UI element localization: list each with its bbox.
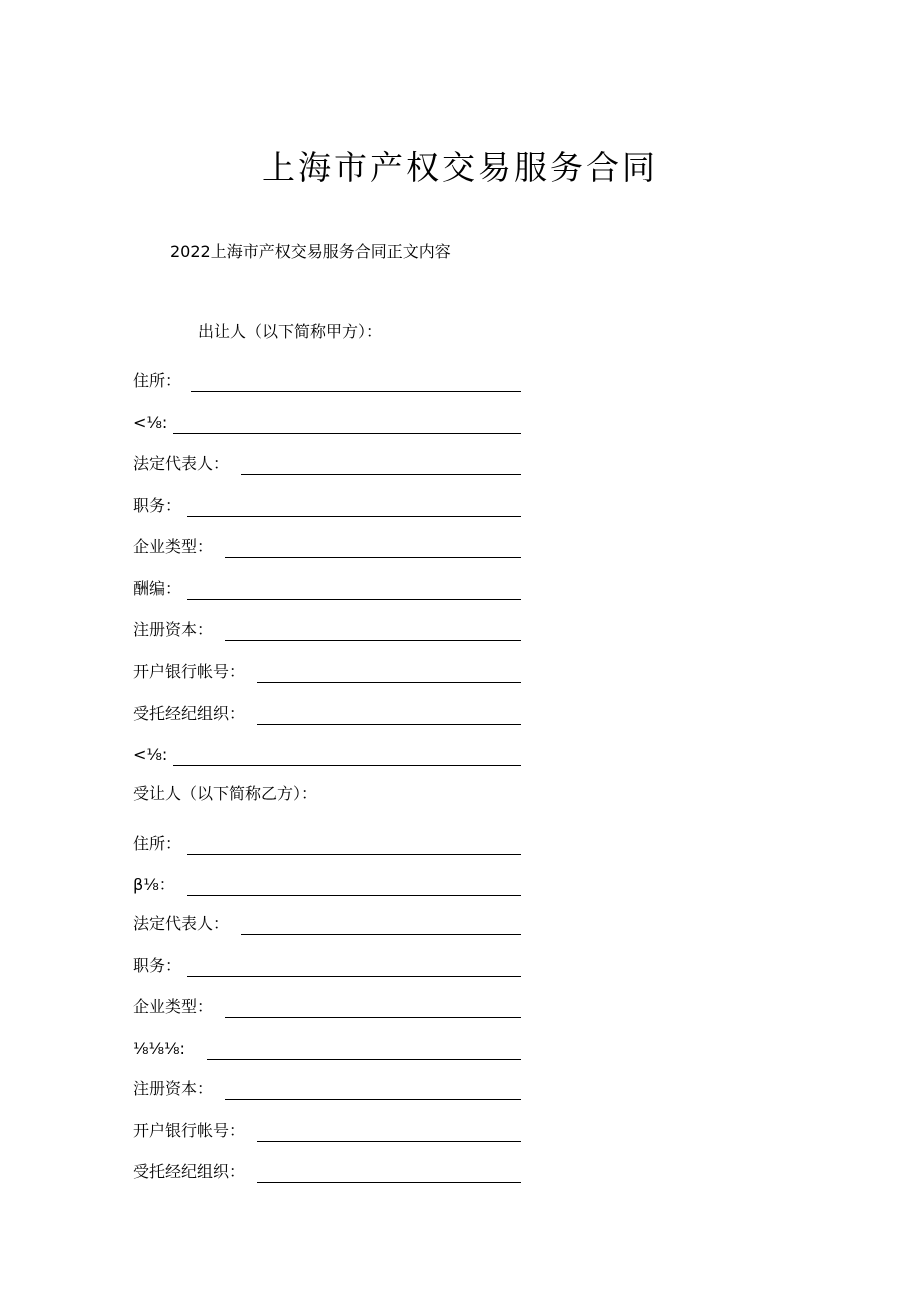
party-b-field-registered-capital xyxy=(133,1076,521,1102)
fill-in-line[interactable] xyxy=(187,895,521,896)
field-label: 受托经纪组织： xyxy=(133,1162,246,1181)
field-label: 注册资本： xyxy=(133,620,214,639)
party-a-field-company-type xyxy=(133,534,521,560)
party-a-field-position xyxy=(133,493,521,519)
field-label: <⅛: xyxy=(133,413,168,432)
field-label: 开户银行帐号： xyxy=(133,662,246,681)
fill-in-line[interactable] xyxy=(207,1059,521,1060)
field-label: ⅛⅛⅛: xyxy=(133,1039,185,1058)
party-a-field-postcode xyxy=(133,410,521,436)
fill-in-line[interactable] xyxy=(225,1099,521,1100)
fill-in-line[interactable] xyxy=(187,854,521,855)
field-label: 酬编： xyxy=(133,579,182,598)
party-a-heading: 出让人（以下简称甲方）： xyxy=(198,322,383,341)
document-subtitle: 2022上海市产权交易服务合同正文内容 xyxy=(170,242,451,261)
field-label: 法定代表人： xyxy=(133,914,230,933)
party-a-field-code xyxy=(133,576,521,602)
field-label: 受托经纪组织： xyxy=(133,704,246,723)
field-label: 企业类型： xyxy=(133,997,214,1016)
field-label: 住所： xyxy=(133,371,182,390)
party-b-field-code xyxy=(133,1036,521,1062)
fill-in-line[interactable] xyxy=(191,391,521,392)
fill-in-line[interactable] xyxy=(225,557,521,558)
fill-in-line[interactable] xyxy=(173,765,521,766)
field-label: <⅛: xyxy=(133,745,168,764)
fill-in-line[interactable] xyxy=(187,516,521,517)
fill-in-line[interactable] xyxy=(257,1182,521,1183)
field-label: 法定代表人： xyxy=(133,454,230,473)
fill-in-line[interactable] xyxy=(257,682,521,683)
document-title: 上海市产权交易服务合同 xyxy=(262,148,658,187)
party-b-field-legal-rep xyxy=(133,911,521,937)
fill-in-line[interactable] xyxy=(241,474,521,475)
party-b-field-bank-account xyxy=(133,1118,521,1144)
field-label: 职务： xyxy=(133,496,182,515)
field-label: 注册资本： xyxy=(133,1079,214,1098)
party-b-field-company-type xyxy=(133,994,521,1020)
fill-in-line[interactable] xyxy=(241,934,521,935)
party-a-field-address xyxy=(133,368,521,394)
field-label: 开户银行帐号： xyxy=(133,1121,246,1140)
field-label: 企业类型： xyxy=(133,537,214,556)
fill-in-line[interactable] xyxy=(257,1141,521,1142)
party-b-field-position xyxy=(133,953,521,979)
field-label: 住所： xyxy=(133,834,182,853)
party-a-field-legal-rep xyxy=(133,451,521,477)
party-b-heading: 受让人（以下简称乙方）： xyxy=(133,784,318,803)
fill-in-line[interactable] xyxy=(225,640,521,641)
fill-in-line[interactable] xyxy=(225,1017,521,1018)
field-label: 职务： xyxy=(133,956,182,975)
fill-in-line[interactable] xyxy=(187,976,521,977)
party-a-field-bank-account xyxy=(133,659,521,685)
fill-in-line[interactable] xyxy=(257,724,521,725)
party-b-field-postcode xyxy=(133,872,521,898)
fill-in-line[interactable] xyxy=(173,433,521,434)
field-label: β⅛： xyxy=(133,875,175,894)
party-a-field-broker xyxy=(133,701,521,727)
party-b-field-broker xyxy=(133,1159,521,1185)
party-b-field-address xyxy=(133,831,521,857)
fill-in-line[interactable] xyxy=(187,599,521,600)
party-a-field-broker-code xyxy=(133,742,521,768)
party-a-field-registered-capital xyxy=(133,617,521,643)
